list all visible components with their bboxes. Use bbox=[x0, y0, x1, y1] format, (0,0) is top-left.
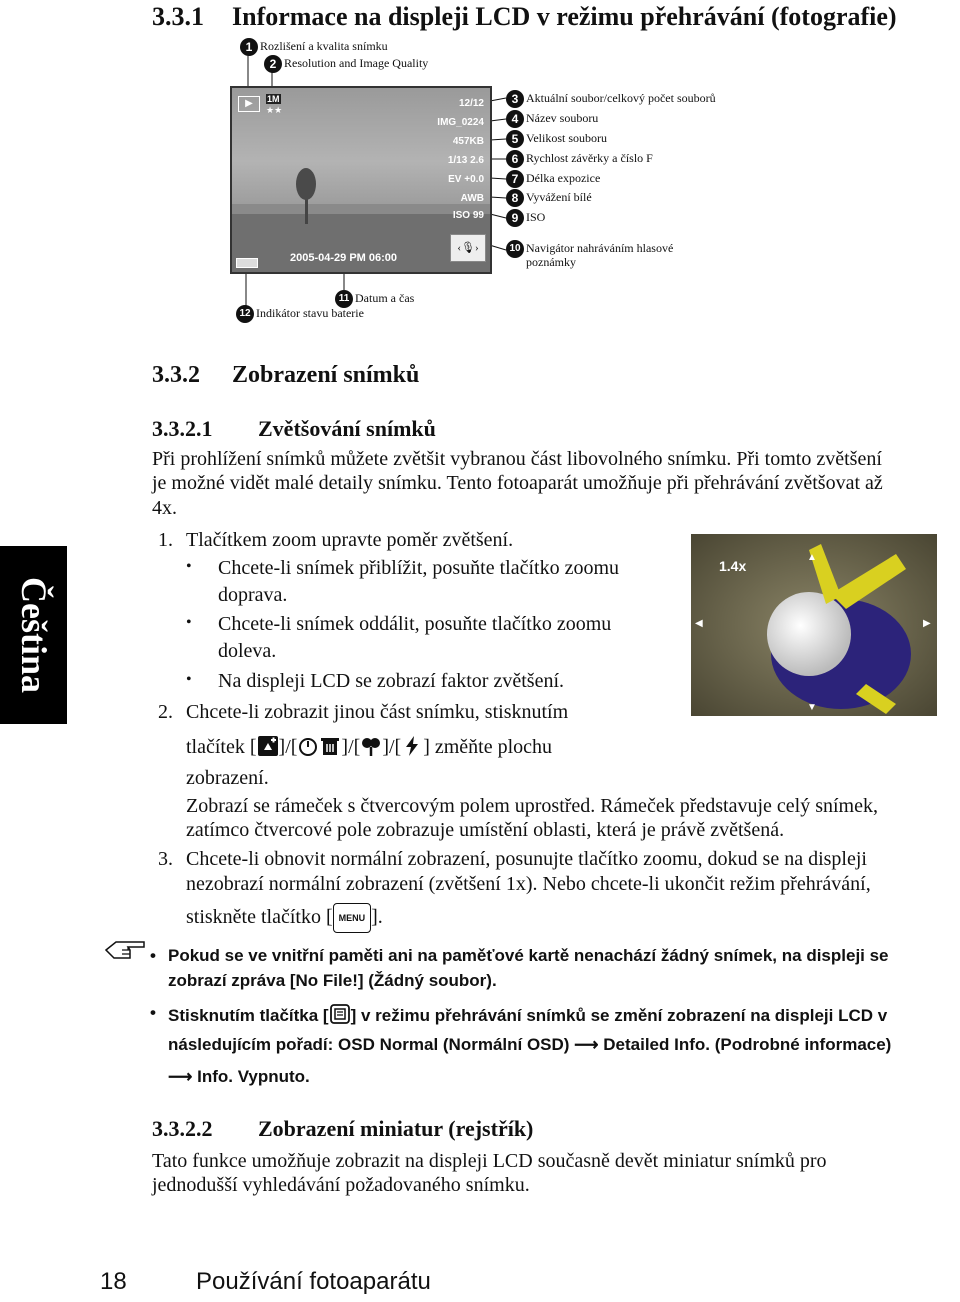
callout-number-1: 1 bbox=[240, 38, 258, 56]
thumbnails-line-1: Tato funkce umožňuje zobrazit na displeji LCD současně devět miniatur snímků pro bbox=[152, 1150, 827, 1172]
bullet-2-line-2: doleva. bbox=[218, 640, 277, 662]
file-counter: 12/12 bbox=[458, 98, 484, 109]
thumbnails-section-title: Zobrazení miniatur (rejstřík) bbox=[258, 1116, 534, 1141]
step-3-number: 3. bbox=[158, 848, 173, 870]
callout-number-8: 8 bbox=[506, 189, 524, 207]
note-hand-icon bbox=[104, 936, 146, 962]
subsubsection-title: Zvětšování snímků bbox=[258, 416, 436, 441]
annotation-5 bbox=[506, 130, 607, 148]
callout-number-3: 3 bbox=[506, 90, 524, 108]
zoom-example-photo bbox=[691, 534, 937, 716]
subsubsection-heading-thumbnails bbox=[152, 1116, 533, 1142]
note-1-line-2: zobrazí zpráva [No File!] (Žádný soubor). bbox=[168, 971, 497, 990]
callout-number-5: 5 bbox=[506, 130, 524, 148]
date-time-stamp: 2005-04-29 PM 06:00 bbox=[290, 252, 398, 264]
language-tab-label: Čeština bbox=[13, 577, 54, 693]
step-1-text: Tlačítkem zoom upravte poměr zvětšení. bbox=[186, 529, 514, 551]
step-3-line-2: nezobrazí normální zobrazení (zvětšení 1x). Nebo chcete-li ukončit režim přehrávání, bbox=[186, 873, 871, 895]
callout-number-7: 7 bbox=[506, 170, 524, 188]
file-name: IMG_0224 bbox=[437, 117, 484, 128]
subsubsection-number: 3.3.2.1 bbox=[152, 416, 213, 441]
annotation-7-label: Délka expozice bbox=[526, 170, 601, 185]
callout-number-4: 4 bbox=[506, 110, 524, 128]
resolution-indicator: 1M bbox=[267, 94, 280, 104]
bullet-3-line-1: Na displeji LCD se zobrazí faktor zvětšení. bbox=[218, 670, 564, 692]
bullet-3: • bbox=[186, 671, 192, 688]
annotation-4 bbox=[506, 110, 598, 128]
step-3-line-3-suffix: ]. bbox=[371, 906, 383, 928]
annotation-8-label: Vyvážení bílé bbox=[526, 189, 592, 204]
annotation-2-label: Resolution and Image Quality bbox=[284, 55, 429, 70]
subsubsection-heading-zoom bbox=[152, 416, 436, 442]
note-2-line-1 bbox=[168, 1003, 887, 1026]
callout-number-2: 2 bbox=[264, 55, 282, 73]
annotation-3 bbox=[506, 90, 716, 108]
file-size: 457KB bbox=[452, 136, 484, 147]
page-number: 18 bbox=[100, 1268, 127, 1295]
subsection-title: Zobrazení snímků bbox=[232, 362, 420, 388]
annotation-10-label: Navigátor nahráváním hlasové bbox=[526, 240, 674, 255]
exposure-value: EV +0.0 bbox=[448, 174, 484, 185]
annotation-3-label: Aktuální soubor/celkový počet souborů bbox=[526, 90, 716, 105]
bullet-2: • bbox=[186, 614, 192, 631]
pan-right-icon: ▶ bbox=[923, 618, 931, 629]
note-2-line-1-prefix: Stisknutím tlačítka [ bbox=[168, 1006, 329, 1025]
callout-number-6: 6 bbox=[506, 150, 524, 168]
display-button-icon bbox=[329, 1003, 351, 1025]
annotation-12-label: Indikátor stavu baterie bbox=[256, 305, 364, 320]
step-2-sep-2: ]/[ bbox=[341, 736, 361, 758]
quality-stars: ★★ bbox=[266, 105, 283, 115]
step-2-line-2-suffix: ] změňte plochu bbox=[423, 736, 553, 758]
step-3-line-3-prefix: stiskněte tlačítko [ bbox=[186, 906, 333, 928]
subsection-heading bbox=[152, 362, 419, 389]
annotation-5-label: Velikost souboru bbox=[526, 130, 607, 145]
annotation-6 bbox=[506, 150, 653, 168]
playback-mode-icon: ▶ bbox=[238, 96, 260, 112]
step-1-number: 1. bbox=[158, 529, 173, 551]
annotation-11-label: Datum a čas bbox=[355, 290, 415, 305]
step-2-line-4: Zobrazí se rámeček s čtvercovým polem uprostřed. Rámeček představuje celý snímek, bbox=[186, 795, 878, 817]
note-2-line-3: ⟶ Info. Vypnuto. bbox=[168, 1067, 310, 1086]
step-2-line-2 bbox=[186, 735, 552, 759]
annotation-10-line2: poznámky bbox=[526, 255, 576, 269]
annotation-9-label: ISO bbox=[526, 209, 546, 224]
bullet-2-line-1: Chcete-li snímek oddálit, posuňte tlačítko zoomu bbox=[218, 613, 612, 635]
bullet-1: • bbox=[186, 558, 192, 575]
note-2-line-2: následujícím pořadí: OSD Normal (Normální OSD) ⟶ Detailed Info. (Podrobné informace) bbox=[168, 1035, 892, 1054]
pan-up-icon: ▲ bbox=[807, 552, 817, 563]
language-side-tab bbox=[0, 546, 67, 724]
thumbnails-line-2: jednodušší vyhledávání požadovaného snímku. bbox=[152, 1174, 530, 1196]
pan-down-icon: ▼ bbox=[807, 702, 817, 713]
section-number: 3.3.1 bbox=[152, 2, 204, 31]
self-timer-icon bbox=[297, 735, 319, 757]
trash-icon bbox=[319, 735, 341, 757]
annotation-6-label: Rychlost závěrky a číslo F bbox=[526, 150, 653, 165]
zoom-factor-label: 1.4x bbox=[719, 558, 747, 574]
bullet-1-line-1: Chcete-li snímek přiblížit, posuňte tlačítko zoomu bbox=[218, 557, 620, 579]
step-3-line-1: Chcete-li obnovit normální zobrazení, posunujte tlačítko zoomu, dokud se na displeji bbox=[186, 848, 867, 870]
callout-number-12: 12 bbox=[236, 305, 254, 323]
callout-number-9: 9 bbox=[506, 209, 524, 227]
annotation-12 bbox=[236, 305, 364, 323]
iso-value: ISO 99 bbox=[452, 210, 484, 221]
step-2-line-1: Chcete-li zobrazit jinou část snímku, stisknutím bbox=[186, 701, 569, 723]
bullet-1-line-2: doprava. bbox=[218, 584, 288, 606]
note-2-bullet: • bbox=[150, 1003, 156, 1022]
zoom-intro-line-2: je možné vidět malé detaily snímku. Tento fotoaparát umožňuje při přehrávání zvětšovat až bbox=[152, 472, 883, 494]
pan-left-icon: ◀ bbox=[695, 618, 703, 629]
macro-flower-icon bbox=[360, 735, 382, 757]
step-2-line-2-prefix: tlačítek [ bbox=[186, 736, 257, 758]
annotation-1-label: Rozlišení a kvalita snímku bbox=[260, 38, 388, 53]
footer-chapter-title: Používání fotoaparátu bbox=[196, 1268, 431, 1295]
step-2-line-5: zatímco čtvercové pole zobrazuje umístění oblasti, která je právě zvětšená. bbox=[186, 819, 785, 841]
note-1-bullet: • bbox=[150, 946, 156, 965]
annotation-7 bbox=[506, 170, 600, 188]
note-2-line-1-suffix: ] v režimu přehrávání snímků se změní zobrazení na displeji LCD v bbox=[350, 1006, 888, 1025]
menu-button-icon: MENU bbox=[333, 903, 372, 933]
callout-number-11: 11 bbox=[335, 290, 353, 308]
face-detect-icon bbox=[257, 735, 279, 757]
note-1-line-1: Pokud se ve vnitřní paměti ani na paměťové kartě nenachází žádný snímek, na displeji se bbox=[168, 946, 889, 965]
step-2-sep-1: ]/[ bbox=[278, 736, 298, 758]
section-title: Informace na displeji LCD v režimu přehrávání (fotografie) bbox=[232, 2, 897, 31]
lcd-playback-screen bbox=[230, 86, 492, 274]
step-2-number: 2. bbox=[158, 701, 173, 723]
flash-icon bbox=[401, 735, 423, 757]
thumbnails-section-number: 3.3.2.2 bbox=[152, 1116, 213, 1141]
battery-icon bbox=[236, 258, 258, 268]
annotation-8 bbox=[506, 189, 592, 207]
white-balance: AWB bbox=[460, 193, 484, 204]
zoom-intro-line-3: 4x. bbox=[152, 497, 177, 519]
callout-number-10: 10 bbox=[506, 240, 524, 258]
step-3-line-3 bbox=[186, 903, 383, 933]
subsection-number: 3.3.2 bbox=[152, 362, 200, 388]
shutter-aperture: 1/13 2.6 bbox=[447, 155, 484, 166]
annotation-9 bbox=[506, 209, 545, 227]
zoom-intro-line-1: Při prohlížení snímků můžete zvětšit vybranou část libovolného snímku. Při tomto zvětšení bbox=[152, 448, 882, 470]
step-2-sep-3: ]/[ bbox=[382, 736, 402, 758]
annotation-4-label: Název souboru bbox=[526, 110, 599, 125]
step-2-line-3: zobrazení. bbox=[186, 767, 269, 789]
voice-memo-navigator-icon: ‹🎙› bbox=[450, 234, 486, 262]
